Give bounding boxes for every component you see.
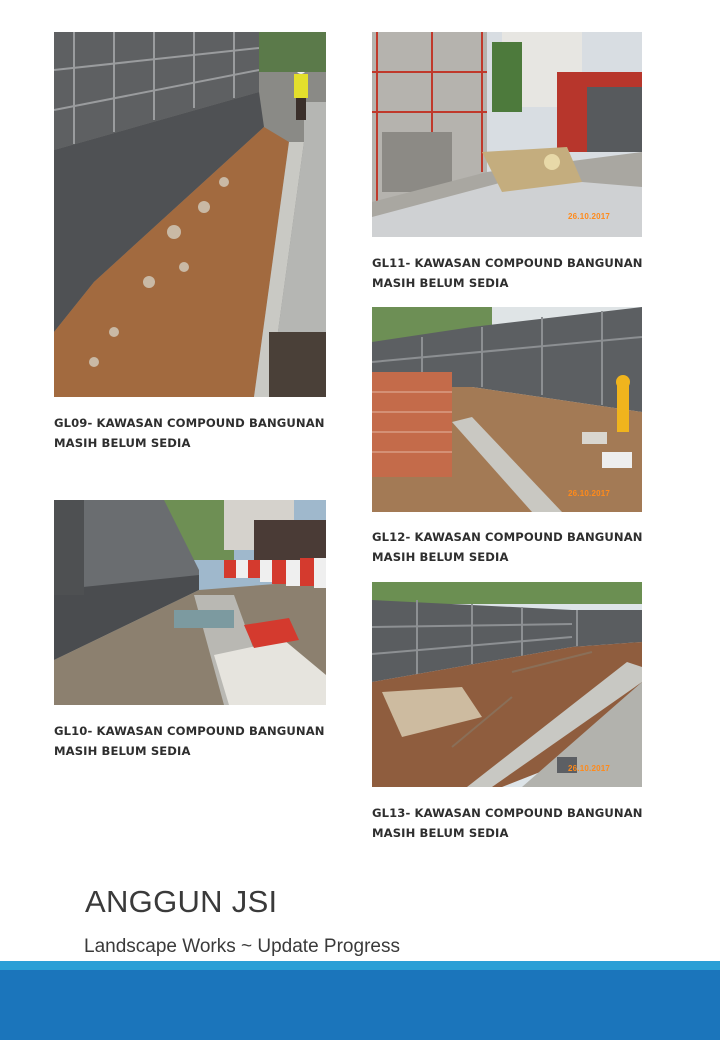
- site-photo-gl11-image: [372, 32, 642, 237]
- site-photo-gl13-image: [372, 582, 642, 787]
- site-photo-gl13: [372, 582, 642, 787]
- footer-band: [0, 970, 720, 1040]
- site-photo-gl09-image: [54, 32, 326, 397]
- photo-date-stamp-gl13: 26.10.2017: [568, 764, 611, 773]
- site-photo-gl10-image: [54, 500, 326, 705]
- photo-date-stamp-gl12: 26.10.2017: [568, 489, 611, 498]
- photo-date-stamp-gl11: 26.10.2017: [568, 212, 611, 221]
- site-photo-gl10: [54, 500, 326, 705]
- photo-caption-gl10: GL10- KAWASAN COMPOUND BANGUNAN MASIH BELUM SEDIA: [54, 724, 325, 758]
- page-title: ANGGUN JSI: [85, 884, 278, 919]
- site-photo-gl11: [372, 32, 642, 237]
- footer-accent-stripe: [0, 961, 720, 970]
- photo-caption-gl09: GL09- KAWASAN COMPOUND BANGUNAN MASIH BELUM SEDIA: [54, 416, 325, 450]
- site-photo-gl12: [372, 307, 642, 512]
- site-photo-gl12-image: [372, 307, 642, 512]
- photo-caption-gl13: GL13- KAWASAN COMPOUND BANGUNAN MASIH BELUM SEDIA: [372, 806, 643, 840]
- site-photo-gl09: [54, 32, 326, 397]
- page-subtitle: Landscape Works ~ Update Progress: [84, 936, 400, 957]
- photo-caption-gl11: GL11- KAWASAN COMPOUND BANGUNAN MASIH BELUM SEDIA: [372, 256, 643, 290]
- photo-caption-gl12: GL12- KAWASAN COMPOUND BANGUNAN MASIH BELUM SEDIA: [372, 530, 643, 564]
